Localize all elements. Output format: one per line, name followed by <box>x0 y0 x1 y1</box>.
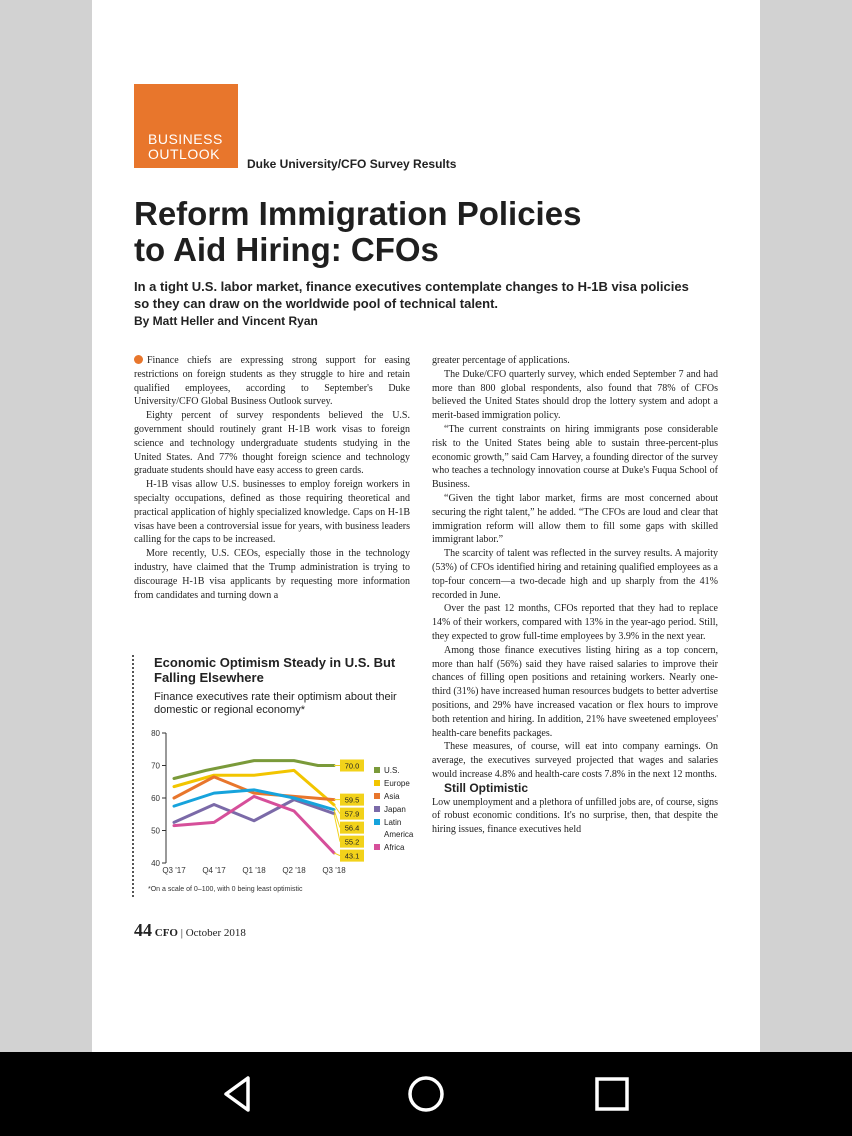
x-tick-label: Q3 '18 <box>322 866 346 875</box>
deck: In a tight U.S. labor market, finance executives contemplate changes to H-1B visa policies so they can draw on the worldwide pool of technical talent. <box>134 279 689 311</box>
y-tick-label: 60 <box>151 794 160 803</box>
chart-title: Economic Optimism Steady in U.S. But Falling Elsewhere <box>154 655 396 685</box>
page-footer <box>134 920 246 941</box>
end-value-label: 57.9 <box>344 809 360 819</box>
legend-swatch <box>374 819 380 825</box>
section-badge-line1: BUSINESS <box>148 131 223 147</box>
body-paragraph: The Duke/CFO quarterly survey, which ended September 7 and had more than 800 global respondents, also found that 78% of CFOs believed the United States should drop the lottery system and adopt a merit-based immigration policy. <box>432 368 718 422</box>
y-tick-label: 70 <box>151 761 160 771</box>
chart-subtitle: Finance executives rate their optimism about their domestic or regional economy* <box>154 691 397 716</box>
body-paragraph: “Given the tight labor market, firms are most concerned about securing the right talent,” he added. “The CFOs are loud and clear that immigration reform will allow them to fill some gaps with skilled immigrant labor.” <box>432 492 718 546</box>
android-navigation-bar <box>0 1052 852 1136</box>
footer-separator: | <box>180 927 183 939</box>
legend-swatch <box>374 780 380 786</box>
bullet-icon <box>134 355 143 364</box>
end-value-label: 70.0 <box>344 761 360 771</box>
lead-paragraph <box>134 354 410 409</box>
legend-label: America <box>384 830 414 839</box>
end-value-label: 55.2 <box>344 837 360 847</box>
left-gutter <box>0 0 92 1052</box>
x-tick-label: Q4 '17 <box>202 866 226 875</box>
optimism-chart <box>132 655 419 897</box>
headline-line1: Reform Immigration Policies <box>134 195 582 232</box>
body-paragraph: These measures, of course, will eat into company earnings. On average, the executives surveyed projected that wages and salaries would increase 4.8% and health-care costs 7.8% in the next 12 months. <box>432 741 718 780</box>
magazine-page[interactable] <box>92 0 760 1052</box>
left-column <box>134 354 410 602</box>
legend-label: Africa <box>384 843 405 852</box>
lead-paragraph-text: Finance chiefs are expressing strong support for easing restrictions on foreign students as they struggle to hire and retain qualified employees, according to September's Duke University/CFO Global Business Outlook survey. <box>134 355 410 408</box>
body-paragraph: Over the past 12 months, CFOs reported that they had to replace 14% of their workers, compared with 13% in the year-ago period. Still, they expected to grow full-time employees by 3.9% in the next year. <box>432 603 718 642</box>
right-column <box>432 354 718 837</box>
survey-label: Duke University/CFO Survey Results <box>247 157 457 171</box>
y-tick-label: 40 <box>151 859 160 868</box>
body-paragraph: The scarcity of talent was reflected in the survey results. A majority (53%) of CFOs identified hiring and retaining qualified employees as a top-four concern—a two-decade high and up sharply from the 41% recorded in June. <box>432 548 718 601</box>
end-label-connector <box>334 853 340 856</box>
section-badge <box>134 84 238 168</box>
legend-label: Europe <box>384 779 410 788</box>
byline: By Matt Heller and Vincent Ryan <box>134 314 318 328</box>
magazine-brand: CFO <box>154 927 178 939</box>
headline <box>134 196 694 268</box>
legend-label: Asia <box>384 792 400 801</box>
end-value-label: 56.4 <box>344 823 360 833</box>
issue-date: October 2018 <box>185 927 246 939</box>
recents-icon[interactable] <box>588 1070 636 1118</box>
line-chart <box>134 725 419 885</box>
x-tick-label: Q1 '18 <box>242 866 266 875</box>
y-tick-label: 80 <box>151 729 160 738</box>
back-icon[interactable] <box>214 1070 262 1118</box>
end-value-label: 43.1 <box>344 851 360 861</box>
body-paragraph: Low unemployment and a plethora of unfilled jobs are, of course, signs of robust economic conditions. It's no surprise, then, that despite the hiring issues, finance executives held <box>432 796 718 836</box>
page-number: 44 <box>134 920 152 940</box>
headline-line2: to Aid Hiring: CFOs <box>134 231 439 268</box>
x-tick-label: Q3 '17 <box>162 866 186 875</box>
legend-label: Japan <box>384 805 406 814</box>
subhead: Still Optimistic <box>444 780 529 795</box>
legend-label: Latin <box>384 818 402 827</box>
y-tick-label: 50 <box>151 826 160 836</box>
body-paragraph: Eighty percent of survey respondents believed the U.S. government should routinely grant H-1B work visas to foreign science and technology undergraduate students studying in the United States. And 77% thought foreign science and technology graduate students should have easy access to green cards. <box>134 410 410 477</box>
body-paragraph: “The current constraints on hiring immigrants pose considerable risk to the United States being able to sustain three-percent-plus economic growth,” said Cam Harvey, a founding director of the survey who teaches a technology innovation course at Duke's Fuqua School of Business. <box>432 423 718 491</box>
chart-footnote: *On a scale of 0–100, with 0 being least optimistic <box>148 886 303 893</box>
legend-swatch <box>374 806 380 812</box>
legend-label: U.S. <box>384 766 400 775</box>
body-paragraph: greater percentage of applications. <box>432 355 570 366</box>
x-tick-label: Q2 '18 <box>282 866 306 875</box>
legend-swatch <box>374 793 380 799</box>
end-value-label: 59.5 <box>344 795 360 805</box>
section-badge-line2: OUTLOOK <box>148 146 220 162</box>
legend-swatch <box>374 767 380 773</box>
body-paragraph: Among those finance executives listing hiring as a top concern, more than half (56%) said they have raised salaries to improve their chances of filling open positions and retaining workers. Nearly one-third (31%) have increased human resources budgets to better advertise positions, and 29% have increased vacation or flex hours to improve both retention and hiring. In addition, 21% have sweetened employees' health-care benefits packages. <box>432 644 718 739</box>
body-paragraph: More recently, U.S. CEOs, especially those in the technology industry, have claimed that the Trump administration is trying to discourage H-1B visa applicants by requesting more information from candidates and turning down a <box>134 548 410 601</box>
right-gutter <box>760 0 852 1052</box>
body-paragraph: H-1B visas allow U.S. businesses to employ foreign workers in specialty occupations, defined as those requiring theoretical and practical application of highly specialized knowledge. Caps on H-1B visas have been a controversial issue for years, with business leaders calling for the caps to be increased. <box>134 479 410 546</box>
home-icon[interactable] <box>402 1070 450 1118</box>
legend-swatch <box>374 844 380 850</box>
